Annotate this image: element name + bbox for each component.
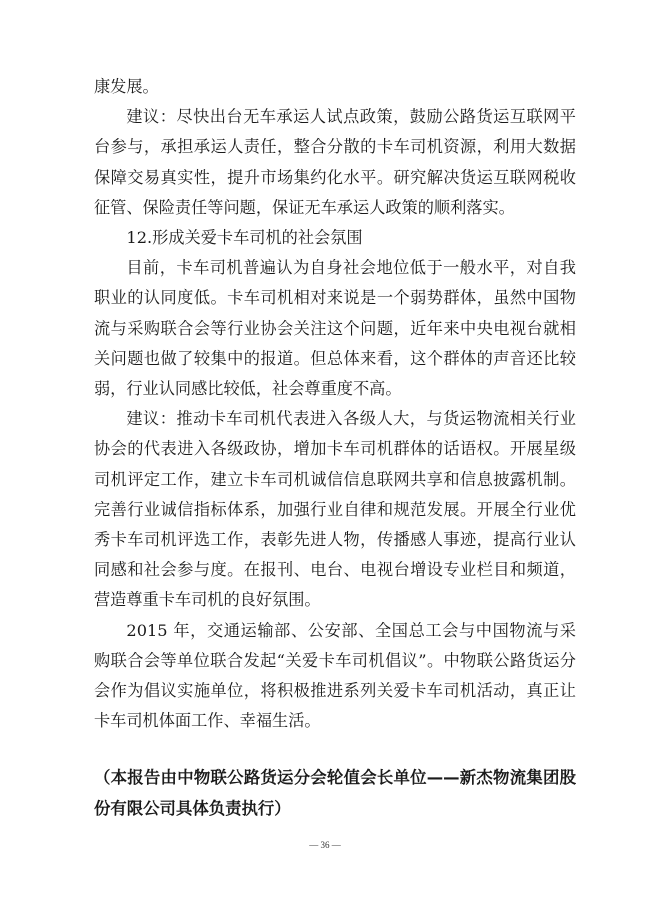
closing-note: （本报告由中物联公路货运分会轮值会长单位——新杰物流集团股份有限公司具体负责执行）: [94, 768, 576, 818]
paragraph-continuation: 康发展。: [94, 77, 159, 96]
paragraph-2015-initiative: 2015 年，交通运输部、公安部、全国总工会与中国物流与采购联合会等单位联合发起“关爱卡车司机倡议”。中物联公路货运分会作为倡议实施单位，将积极推进系列关爱卡车司机活动，真正让卡车司机体面工作、幸福生活。: [94, 620, 576, 731]
paragraph-current-situation: 目前，卡车司机普遍认为自身社会地位低于一般水平，对自我职业的认同度低。卡车司机相对来说是一个弱势群体，虽然中国物流与采购联合会等行业协会关注这个问题，近年来中央电视台就相关问题也做了较集中的报道。但总体来看，这个群体的声音还比较弱，行业认同感比较低，社会尊重度不高。: [94, 258, 576, 399]
paragraph-suggestion-2: 建议：推动卡车司机代表进入各级人大，与货运物流相关行业协会的代表进入各级政协，增加卡车司机群体的话语权。开展星级司机评定工作，建立卡车司机诚信信息联网共享和信息披露机制。完善行业诚信指标体系，加强行业自律和规范发展。开展全行业优秀卡车司机评选工作，表彰先进人物，传播感人事迹，提高行业认同感和社会参与度。在报刊、电台、电视台增设专业栏目和频道，营造尊重卡车司机的良好氛围。: [94, 409, 576, 610]
section-heading-12: 12.形成关爱卡车司机的社会氛围: [126, 228, 363, 248]
page-number: — 36 —: [309, 840, 341, 850]
paragraph-suggestion-1: 建议：尽快出台无车承运人试点政策，鼓励公路货运互联网平台参与，承担承运人责任，整合分散的卡车司机资源，利用大数据保障交易真实性，提升市场集约化水平。研究解决货运互联网税收征管、保险责任等问题，保证无车承运人政策的顺利落实。: [94, 107, 576, 217]
document-body: [94, 72, 576, 736]
